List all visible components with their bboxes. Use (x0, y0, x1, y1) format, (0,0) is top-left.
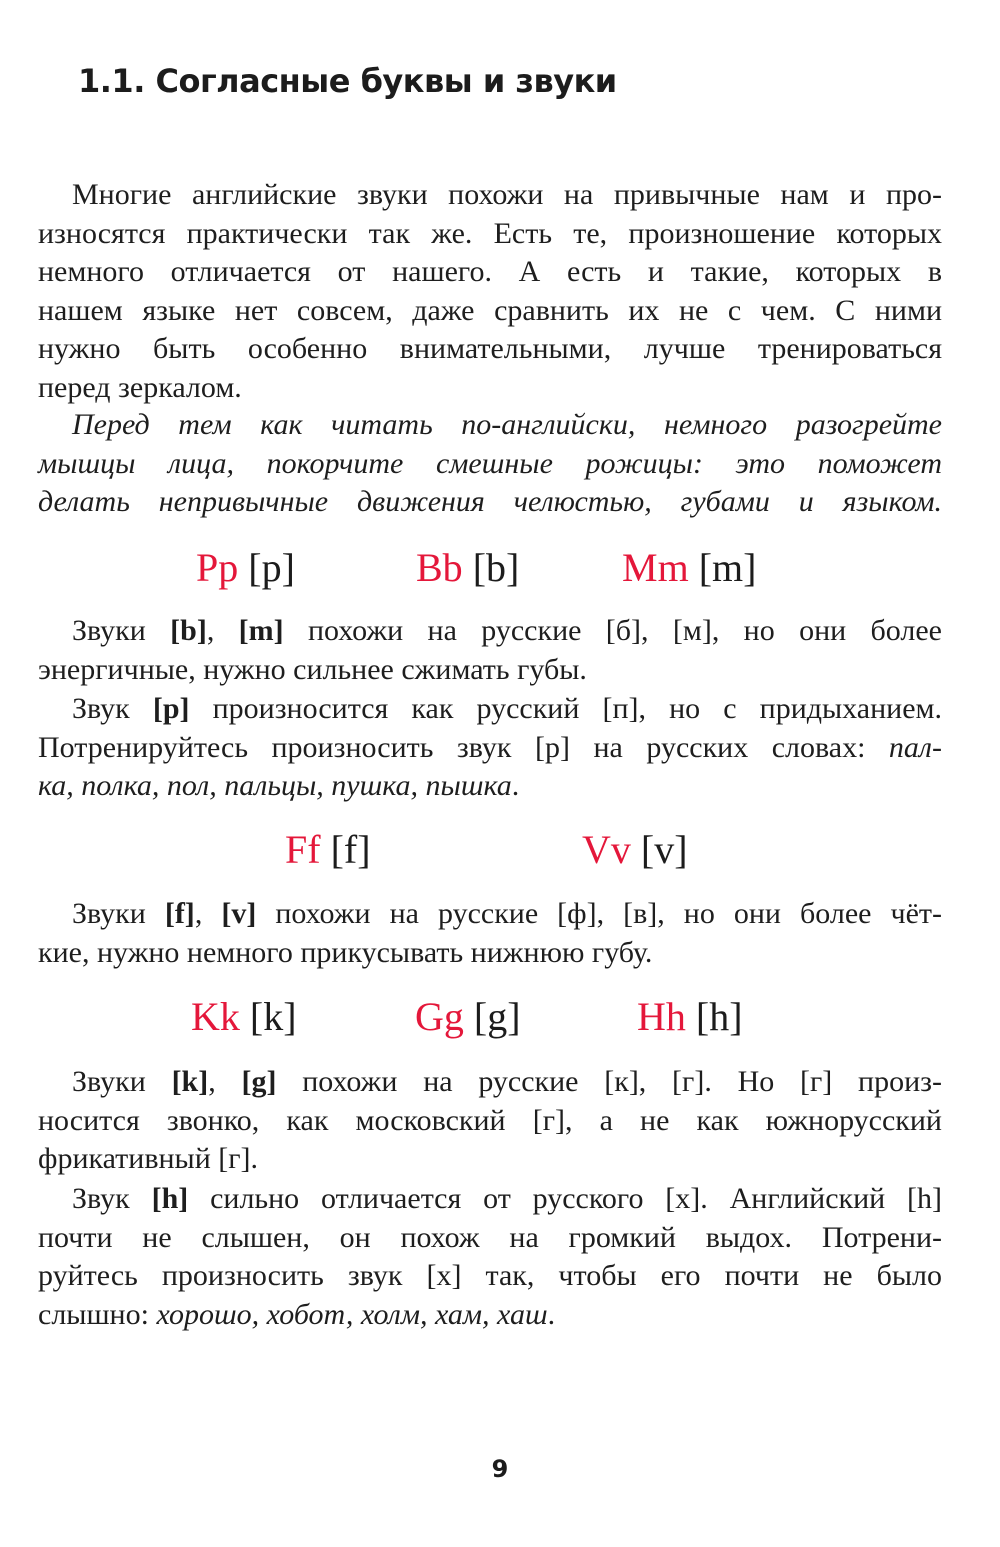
text-line: Звуки [f], [v] похожи на русские [ф], [в], но они более чёт- (72, 897, 942, 930)
text-line: почти не слышен, он похож на громкий выдох. Потрени- (38, 1220, 942, 1254)
letter: Pp (196, 545, 239, 590)
intro-line: нужно быть особенно внимательными, лучше тренироваться (38, 332, 942, 365)
sound: [f] (330, 827, 371, 872)
text-line: слышно: хорошо, хобот, холм, хам, хаш. (38, 1297, 556, 1331)
intro-line: Многие английские звуки похожи на привычные нам и про- (72, 178, 942, 211)
letter-pair-h (637, 993, 743, 1040)
letters-row-p-b-m (0, 544, 1000, 604)
text-line: Звуки [b], [m] похожи на русские [б], [м], но они более (72, 614, 942, 647)
section-title: 1.1. Согласные буквы и звуки (78, 62, 617, 100)
letters-row-k-g-h (0, 993, 1000, 1053)
letter-pair-b (416, 544, 519, 591)
text-line: Звуки [k], [g] похожи на русские [к], [г]. Но [г] произ- (72, 1065, 943, 1098)
intro-line: нашем языке нет совсем, даже сравнить их не с чем. С ними (38, 293, 942, 327)
intro-paragraph (38, 176, 942, 407)
letter: Gg (415, 994, 464, 1039)
letter: Kk (191, 994, 240, 1039)
intro-line: износятся практически так же. Есть те, произношение которых (38, 216, 942, 250)
letter-pair-k (191, 993, 297, 1040)
text-line: Потренируйтесь произносить звук [p] на русских словах: пал- (38, 730, 942, 764)
sound: [v] (640, 827, 688, 872)
sound: [k] (249, 994, 297, 1039)
sound: [h] (695, 994, 743, 1039)
warmup-paragraph (38, 406, 942, 522)
text-line: Звук [p] произносится как русский [п], но с придыханием. (72, 692, 942, 725)
page-number: 9 (491, 1455, 509, 1483)
bm-paragraph (38, 612, 942, 689)
warmup-line: делать непривычные движения челюстью, губами и языком. (38, 485, 942, 518)
intro-line: немного отличается от нашего. А есть и такие, которых в (38, 255, 942, 288)
warmup-line: мышцы лица, покорчите смешные рожицы: это поможет (38, 446, 942, 480)
text-line: фрикативный [г]. (38, 1142, 259, 1175)
sound: [g] (473, 994, 521, 1039)
sound: [b] (472, 545, 520, 590)
text-line: носится звонко, как московский [г], а не как южнорусский (38, 1103, 942, 1137)
h-paragraph (38, 1180, 942, 1334)
letter: Mm (622, 545, 689, 590)
letter: Ff (285, 827, 321, 872)
letter-pair-g (415, 993, 521, 1040)
kg-paragraph (38, 1063, 942, 1179)
p-paragraph (38, 690, 942, 806)
letter-pair-p (196, 544, 295, 591)
text-line: кие, нужно немного прикусывать нижнюю губу. (38, 935, 653, 969)
text-line: руйтесь произносить звук [х] так, чтобы его почти не было (38, 1259, 942, 1292)
text-line: ка, полка, пол, пальцы, пушка, пышка. (38, 769, 520, 802)
sound: [m] (698, 545, 757, 590)
letter: Vv (582, 827, 631, 872)
text-line: Звук [h] сильно отличается от русского [х]. Английский [h] (72, 1182, 943, 1215)
intro-line: перед зеркалом. (38, 370, 242, 404)
letter-pair-m (622, 544, 756, 591)
fv-paragraph (38, 895, 942, 972)
text-line: энергичные, нужно сильнее сжимать губы. (38, 652, 587, 686)
letter: Bb (416, 545, 463, 590)
letter-pair-v (582, 826, 688, 873)
letters-row-f-v (0, 826, 1000, 886)
sound: [p] (248, 545, 295, 590)
letter: Hh (637, 994, 686, 1039)
warmup-line: Перед тем как читать по-английски, немного разогрейте (72, 408, 942, 441)
letter-pair-f (285, 826, 371, 873)
